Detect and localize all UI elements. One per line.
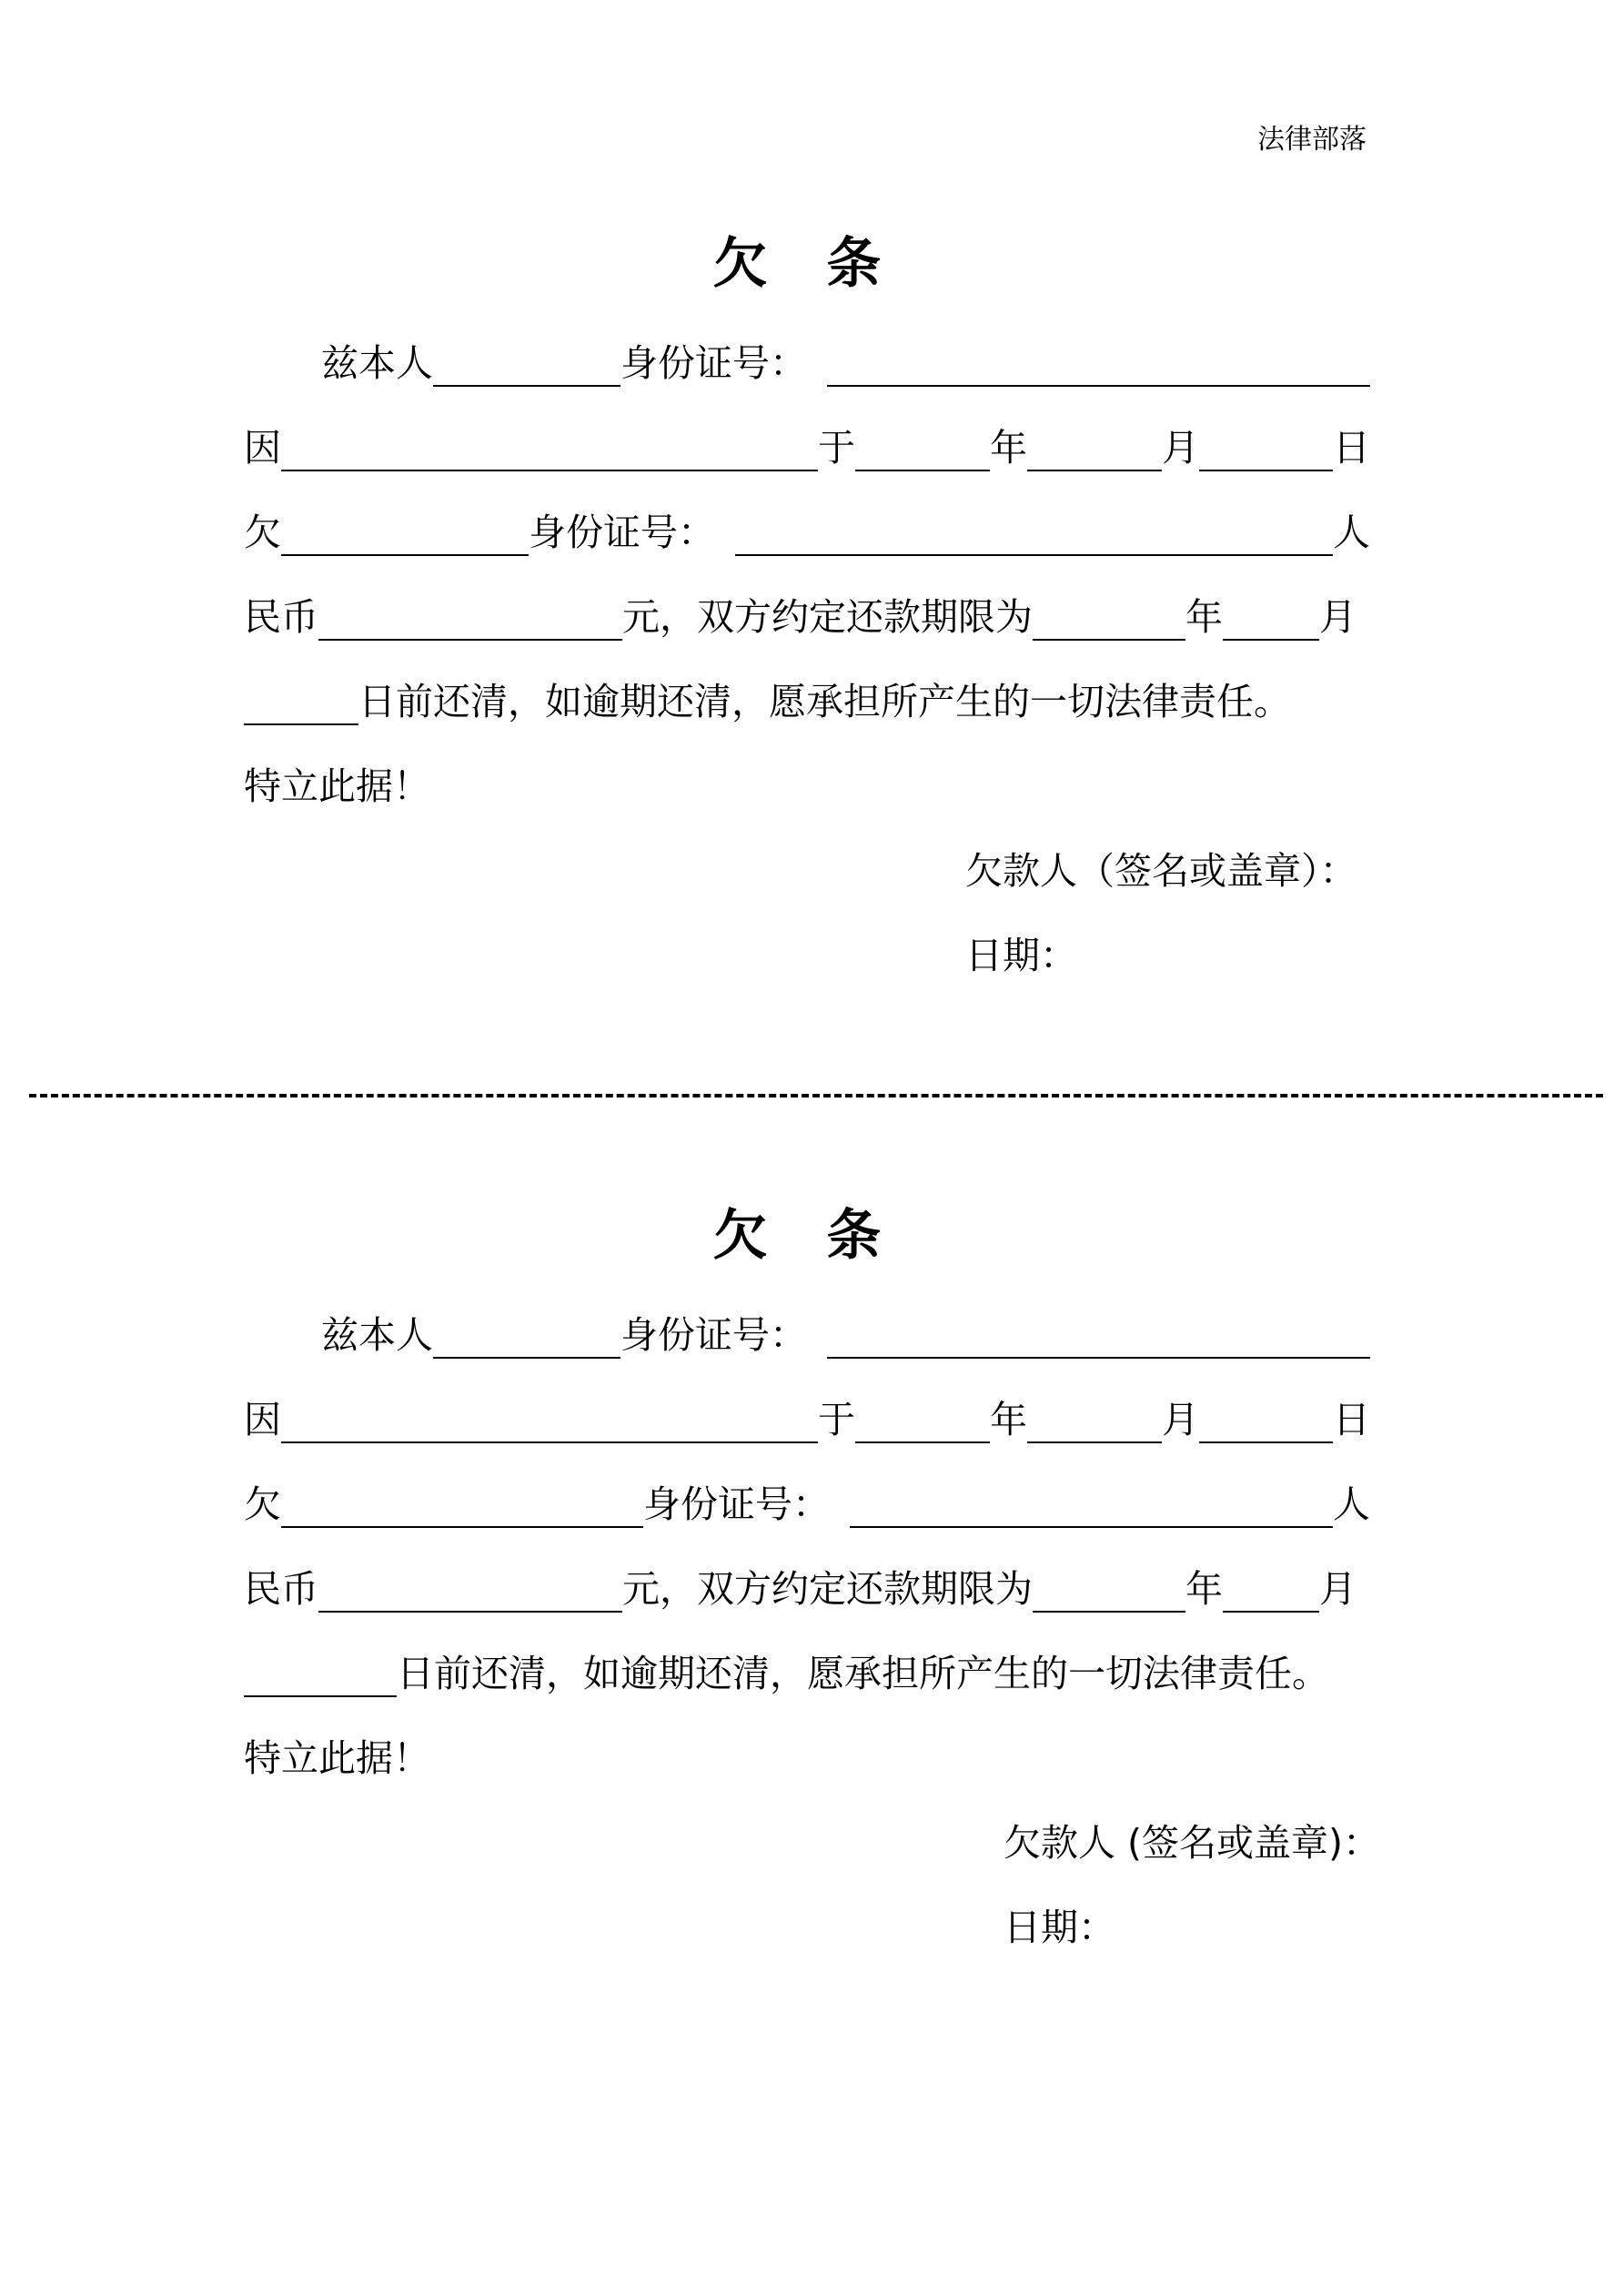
label-debtor: 兹本人 (321, 1313, 433, 1357)
blank-day[interactable] (1199, 431, 1333, 471)
line-amount (244, 563, 1370, 648)
line-date (244, 1874, 1370, 1958)
line-due-day (244, 1620, 1370, 1704)
label-term: 元，双方约定还款期限为 (622, 1567, 1033, 1611)
label-month: 月 (1162, 1398, 1199, 1441)
line-reason (244, 1366, 1370, 1451)
blank-due-month[interactable] (1223, 1573, 1319, 1613)
label-statement: 特立此据！ (244, 1736, 430, 1780)
blank-month[interactable] (1027, 1403, 1162, 1443)
label-date: 日期： (1004, 1906, 1115, 1949)
label-on: 于 (818, 426, 855, 470)
blank-debtor-id[interactable] (827, 347, 1370, 387)
label-on: 于 (818, 1398, 855, 1441)
blank-month[interactable] (1027, 431, 1162, 471)
line-debtor (244, 1281, 1370, 1366)
label-date: 日期： (965, 934, 1077, 977)
blank-due-day[interactable] (244, 685, 358, 725)
label-owe: 欠 (244, 1482, 281, 1526)
blank-creditor-id[interactable] (850, 1488, 1333, 1528)
blank-creditor-name[interactable] (281, 1488, 643, 1528)
label-due-month: 月 (1319, 595, 1357, 639)
blank-day[interactable] (1199, 1403, 1333, 1443)
label-rmb: 民币 (244, 1567, 318, 1611)
line-debtor (244, 309, 1370, 394)
slip-title: 欠 条 (712, 1204, 902, 1268)
line-amount (244, 1535, 1370, 1620)
line-reason (244, 394, 1370, 479)
label-day: 日 (1333, 426, 1370, 470)
line-creditor (244, 479, 1370, 563)
label-due-month: 月 (1319, 1567, 1357, 1611)
blank-debtor-name[interactable] (433, 1319, 620, 1359)
label-term: 元，双方约定还款期限为 (622, 595, 1033, 639)
label-month: 月 (1162, 426, 1199, 470)
label-day: 日 (1333, 1398, 1370, 1441)
label-liability: 日前还清，如逾期还清，愿承担所产生的一切法律责任。 (397, 1652, 1329, 1695)
label-reason: 因 (244, 426, 281, 470)
blank-year[interactable] (855, 431, 990, 471)
blank-creditor-id[interactable] (735, 516, 1333, 556)
blank-due-year[interactable] (1033, 1573, 1185, 1613)
iou-slip-1 (244, 228, 1370, 986)
label-debtor-id: 身份证号： (620, 341, 807, 385)
label-liability: 日前还清，如逾期还清，愿承担所产生的一切法律责任。 (358, 680, 1291, 723)
label-statement: 特立此据！ (244, 764, 430, 808)
blank-year[interactable] (855, 1403, 990, 1443)
line-signature (244, 1789, 1381, 1874)
label-year: 年 (990, 426, 1027, 470)
line-statement (244, 1704, 1370, 1789)
line-signature (244, 817, 1370, 902)
label-creditor-id: 身份证号： (529, 511, 715, 554)
line-creditor (244, 1451, 1370, 1535)
line-statement (244, 733, 1370, 817)
iou-slip-2 (244, 1199, 1381, 1958)
label-ren: 人 (1333, 1482, 1370, 1526)
label-due-year: 年 (1185, 1567, 1223, 1611)
label-debtor: 兹本人 (321, 341, 433, 385)
blank-due-year[interactable] (1033, 601, 1185, 641)
label-signature: 欠款人（签名或盖章）： (965, 849, 1357, 893)
blank-debtor-name[interactable] (433, 347, 620, 387)
blank-amount[interactable] (318, 1573, 622, 1613)
brand-label: 法律部落 (1257, 124, 1367, 156)
blank-creditor-name[interactable] (281, 516, 529, 556)
slip-title: 欠 条 (712, 232, 902, 296)
blank-debtor-id[interactable] (827, 1319, 1370, 1359)
label-debtor-id: 身份证号： (620, 1313, 807, 1357)
cut-divider (29, 1094, 1603, 1097)
line-date (244, 902, 1370, 986)
label-year: 年 (990, 1398, 1027, 1441)
blank-amount[interactable] (318, 601, 622, 641)
label-owe: 欠 (244, 511, 281, 554)
blank-due-day[interactable] (244, 1657, 397, 1697)
label-creditor-id: 身份证号： (643, 1482, 830, 1526)
label-ren: 人 (1333, 511, 1370, 554)
label-reason: 因 (244, 1398, 281, 1441)
blank-reason[interactable] (281, 431, 818, 471)
label-due-year: 年 (1185, 595, 1223, 639)
label-signature: 欠款人 (签名或盖章)： (1004, 1821, 1381, 1865)
label-rmb: 民币 (244, 595, 318, 639)
blank-reason[interactable] (281, 1403, 818, 1443)
line-due-day (244, 648, 1370, 733)
blank-due-month[interactable] (1223, 601, 1319, 641)
